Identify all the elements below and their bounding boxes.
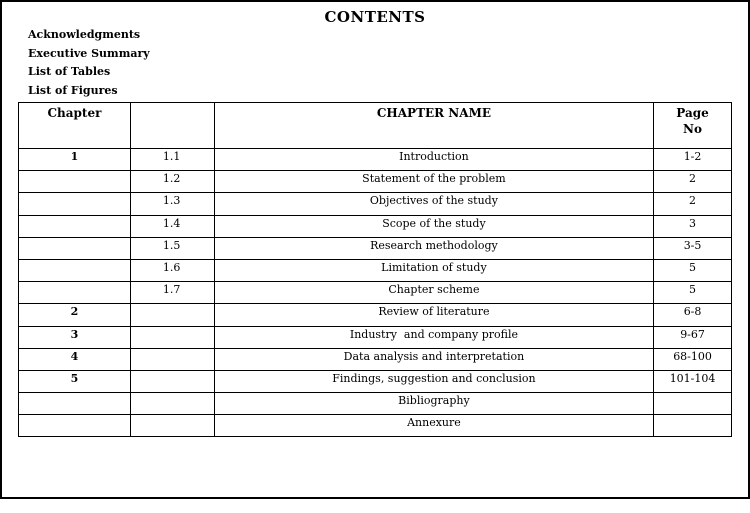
- cell-name: Objectives of the study: [214, 193, 653, 215]
- cell-name: Review of literature: [214, 304, 653, 326]
- table-row: [19, 193, 732, 215]
- cell-page: 3-5: [654, 237, 732, 259]
- cell-chapter: [19, 215, 131, 237]
- header-page-line2: No: [683, 122, 703, 136]
- cell-section: 1.7: [130, 282, 214, 304]
- cell-page: 6-8: [654, 304, 732, 326]
- page-title: CONTENTS: [324, 8, 426, 26]
- cell-section: [130, 348, 214, 370]
- front-matter-item: List of Tables: [28, 65, 111, 78]
- cell-page: [654, 415, 732, 437]
- table-row: [19, 215, 732, 237]
- cell-chapter: [19, 171, 131, 193]
- cell-page: 68-100: [654, 348, 732, 370]
- front-matter-item: List of Figures: [28, 83, 118, 97]
- table-row: [19, 415, 732, 437]
- contents-table: [18, 102, 732, 437]
- table-row: [19, 304, 732, 326]
- cell-chapter: 5: [19, 370, 131, 392]
- cell-section: [130, 304, 214, 326]
- cell-name: Chapter scheme: [214, 282, 653, 304]
- cell-page: 3: [654, 215, 732, 237]
- cell-chapter: 2: [19, 304, 131, 326]
- cell-page: 2: [654, 193, 732, 215]
- cell-chapter: [19, 393, 131, 415]
- cell-section: [130, 326, 214, 348]
- cell-section: 1.5: [130, 237, 214, 259]
- cell-page: 1-2: [654, 149, 732, 171]
- cell-section: 1.2: [130, 171, 214, 193]
- cell-chapter: [19, 282, 131, 304]
- cell-section: 1.3: [130, 193, 214, 215]
- header-page-no: [654, 103, 732, 149]
- cell-section: [130, 393, 214, 415]
- cell-name: Introduction: [214, 149, 653, 171]
- front-matter-item: Acknowledgments: [28, 28, 141, 41]
- header-chapter-name: CHAPTER NAME: [214, 103, 653, 149]
- cell-chapter: [19, 193, 131, 215]
- front-matter-list: [28, 28, 150, 102]
- cell-name: Limitation of study: [214, 259, 653, 281]
- front-matter-item: Executive Summary: [28, 46, 150, 60]
- cell-page: 9-67: [654, 326, 732, 348]
- table-row: [19, 393, 732, 415]
- cell-page: [654, 393, 732, 415]
- cell-name: Research methodology: [214, 237, 653, 259]
- cell-chapter: [19, 259, 131, 281]
- cell-page: 5: [654, 259, 732, 281]
- cell-name: Annexure: [214, 415, 653, 437]
- cell-chapter: 4: [19, 348, 131, 370]
- cell-chapter: 3: [19, 326, 131, 348]
- cell-chapter: [19, 237, 131, 259]
- table-row: [19, 149, 732, 171]
- cell-page: 5: [654, 282, 732, 304]
- cell-section: 1.1: [130, 149, 214, 171]
- cell-name: Scope of the study: [214, 215, 653, 237]
- table-header-row: [19, 103, 732, 149]
- table-row: [19, 259, 732, 281]
- table-row: [19, 237, 732, 259]
- table-row: [19, 171, 732, 193]
- cell-name: Data analysis and interpretation: [214, 348, 653, 370]
- table-row: [19, 282, 732, 304]
- cell-page: 101-104: [654, 370, 732, 392]
- cell-section: [130, 415, 214, 437]
- cell-name: Statement of the problem: [214, 171, 653, 193]
- table-row: [19, 326, 732, 348]
- table-row: [19, 348, 732, 370]
- header-chapter: Chapter: [19, 103, 131, 149]
- cell-chapter: 1: [19, 149, 131, 171]
- cell-chapter: [19, 415, 131, 437]
- cell-name: Findings, suggestion and conclusion: [214, 370, 653, 392]
- cell-name: Industry and company profile: [214, 326, 653, 348]
- header-page-line1: Page: [676, 106, 709, 120]
- cell-section: 1.6: [130, 259, 214, 281]
- cell-section: 1.4: [130, 215, 214, 237]
- cell-section: [130, 370, 214, 392]
- cell-page: 2: [654, 171, 732, 193]
- table-row: [19, 370, 732, 392]
- cell-name: Bibliography: [214, 393, 653, 415]
- header-section: [130, 103, 214, 149]
